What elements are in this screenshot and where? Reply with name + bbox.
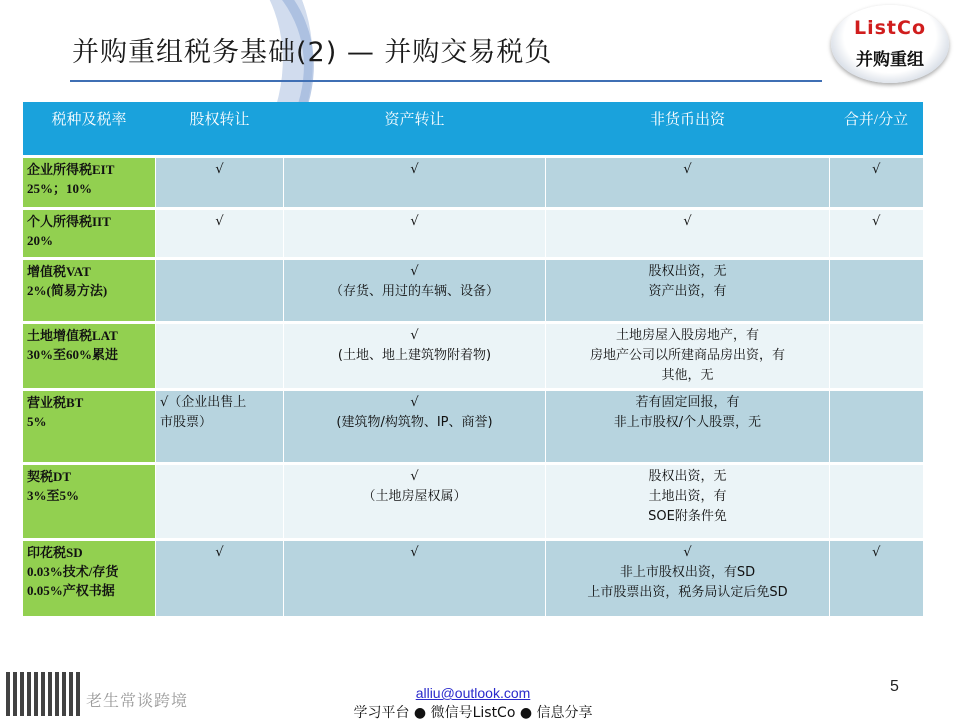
table-row — [23, 464, 923, 540]
table-cell — [830, 157, 923, 209]
table-cell — [156, 390, 284, 464]
tax-rate-secondary: 0.05%产权书据 — [27, 583, 115, 598]
table-cell — [156, 323, 284, 390]
table-row — [23, 390, 923, 464]
cell-line: 非上市股权出资，有SD — [619, 565, 756, 580]
table-cell — [546, 464, 830, 540]
tax-name: 契税DT — [27, 469, 72, 484]
table-cell — [284, 157, 546, 209]
cell-line: √ — [683, 545, 692, 560]
row-header-tax — [23, 323, 156, 390]
page-number: 5 — [890, 678, 899, 695]
table-row — [23, 157, 923, 209]
cell-line: √ — [410, 264, 419, 279]
table-cell — [830, 464, 923, 540]
tax-rate: 0.03%技术/存货 — [27, 564, 119, 579]
table-cell — [284, 259, 546, 323]
cell-line: √ — [683, 162, 692, 177]
table-cell — [830, 209, 923, 259]
cell-line: √ — [410, 545, 419, 560]
table-cell — [284, 540, 546, 618]
row-header-tax — [23, 157, 156, 209]
cell-line: √（企业出售上 — [160, 395, 247, 410]
table-cell — [546, 323, 830, 390]
cell-line: √ — [872, 545, 881, 560]
cell-line: （土地房屋权属） — [362, 489, 467, 504]
cell-line: 土地房屋入股房地产，有 — [615, 328, 759, 343]
table-cell — [830, 390, 923, 464]
cell-line: √ — [410, 214, 419, 229]
tax-name: 营业税BT — [27, 395, 84, 410]
cell-line: √ — [215, 545, 224, 560]
row-header-tax — [23, 540, 156, 618]
tax-name: 印花税SD — [27, 545, 83, 560]
tax-burden-table — [22, 102, 923, 619]
cell-line: √ — [215, 214, 224, 229]
table-cell — [546, 540, 830, 618]
cell-line: 市股票） — [160, 415, 213, 430]
table-cell — [546, 259, 830, 323]
table-cell — [156, 157, 284, 209]
table-cell — [546, 390, 830, 464]
logo-bottom-text: 并购重组 — [856, 50, 924, 70]
footer-slogan: 学习平台 ● 微信号ListCo ● 信息分享 — [353, 705, 593, 721]
watermark-text: 老生常谈跨境 — [86, 691, 189, 710]
tax-name: 土地增值税LAT — [27, 328, 118, 343]
cell-line: 土地出资，有 — [648, 489, 727, 504]
row-header-tax — [23, 464, 156, 540]
tax-name: 个人所得税IIT — [27, 214, 111, 229]
listco-logo — [831, 5, 949, 83]
cell-line: √ — [872, 214, 881, 229]
table-cell — [830, 540, 923, 618]
table-cell — [284, 464, 546, 540]
cell-line: √ — [683, 214, 692, 229]
table-cell — [830, 323, 923, 390]
table-cell — [156, 464, 284, 540]
cell-line: 若有固定回报，有 — [635, 395, 740, 410]
table-cell — [284, 390, 546, 464]
row-header-tax — [23, 259, 156, 323]
table-cell — [156, 540, 284, 618]
tax-rate: 5% — [27, 414, 47, 429]
tax-rate: 3%至5% — [27, 488, 80, 503]
header-non-monetary-contribution: 非货币出资 — [546, 102, 830, 157]
table-row — [23, 209, 923, 259]
cell-line: √ — [410, 395, 419, 410]
row-header-tax — [23, 209, 156, 259]
row-header-tax — [23, 390, 156, 464]
cell-line: (土地、地上建筑物附着物) — [337, 348, 492, 363]
table-cell — [284, 323, 546, 390]
cell-line: 其他，无 — [661, 368, 714, 383]
table-cell — [546, 157, 830, 209]
slide-title: 并购重组税务基础(2) — 并购交易税负 — [72, 37, 553, 68]
tax-rate: 2%(简易方法) — [27, 283, 108, 298]
table-row — [23, 323, 923, 390]
tax-rate: 20% — [27, 233, 53, 248]
table-cell — [830, 259, 923, 323]
logo-top-text: ListCo — [853, 17, 926, 39]
title-divider — [70, 80, 822, 82]
cell-line: （存货、用过的车辆、设备） — [329, 284, 499, 299]
table-cell — [284, 209, 546, 259]
header-merger-split: 合并/分立 — [830, 102, 923, 157]
tax-name: 企业所得税EIT — [27, 162, 115, 177]
table-row — [23, 540, 923, 618]
cell-line: 股权出资，无 — [648, 264, 727, 279]
cell-line: √ — [215, 162, 224, 177]
email-link[interactable]: alliu@outlook.com — [415, 685, 531, 701]
table-row — [23, 259, 923, 323]
table-header-row — [23, 102, 923, 157]
header-equity-transfer: 股权转让 — [156, 102, 284, 157]
cell-line: 上市股票出资，税务局认定后免SD — [587, 585, 788, 600]
tax-name: 增值税VAT — [27, 264, 91, 279]
tax-rate: 30%至60%累进 — [27, 347, 119, 362]
header-asset-transfer: 资产转让 — [284, 102, 546, 157]
cell-line: √ — [410, 162, 419, 177]
header-tax-type: 税种及税率 — [23, 102, 156, 157]
table-cell — [156, 259, 284, 323]
cell-line: √ — [410, 469, 419, 484]
cell-line: (建筑物/构筑物、IP、商誉) — [336, 415, 493, 430]
table-cell — [156, 209, 284, 259]
cell-line: 资产出资，有 — [648, 284, 727, 299]
table-cell — [546, 209, 830, 259]
cell-line: SOE附条件免 — [648, 509, 727, 524]
cell-line: 非上市股权/个人股票，无 — [613, 415, 762, 430]
tax-rate: 25%；10% — [27, 181, 93, 196]
cell-line: 股权出资，无 — [648, 469, 727, 484]
cell-line: 房地产公司以所建商品房出资，有 — [589, 348, 785, 363]
cell-line: √ — [872, 162, 881, 177]
cell-line: √ — [410, 328, 419, 343]
